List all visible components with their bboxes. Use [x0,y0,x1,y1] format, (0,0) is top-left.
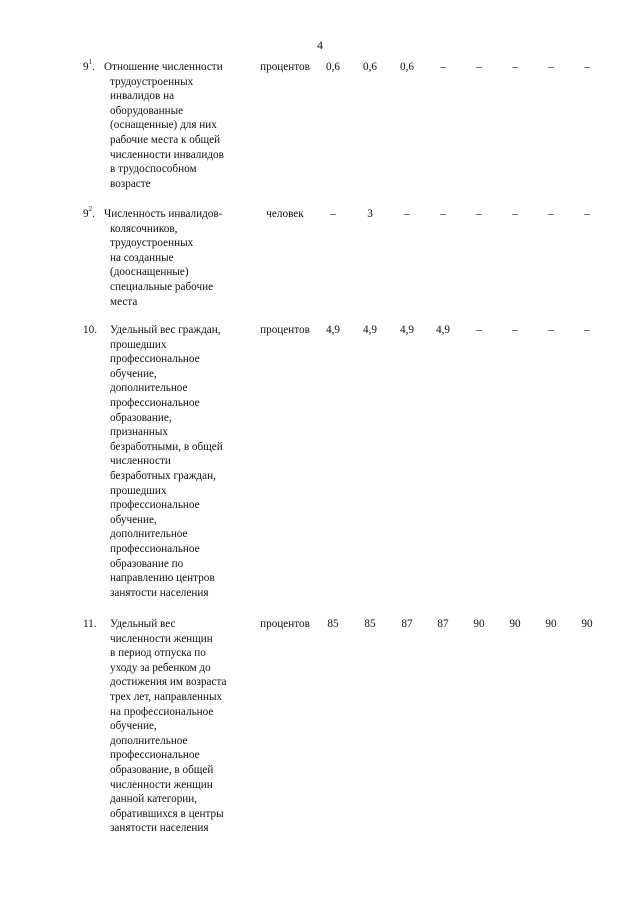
description-line: численности женщин [110,632,213,645]
row-number [83,617,97,632]
description-line: дополнительное [110,382,188,395]
description-line: возрасте [110,177,151,190]
value-cell: – [476,61,482,73]
row-number-main: 11. [83,618,97,630]
value-cell: – [548,324,554,336]
description-line: образование, в общей [110,763,214,776]
value-cell: 4,9 [326,324,340,336]
value-cell: 90 [581,618,593,630]
description-line: (дооснащенные) [110,266,189,279]
value-cell: – [440,208,446,220]
description-line: обучение, [110,720,157,733]
value-cell: 3 [367,208,373,220]
description-line: прошедших [110,338,167,351]
value-cell: – [548,208,554,220]
unit-of-measure: процентов [260,324,310,336]
value-cell: – [512,208,518,220]
description-line: трех лет, направленных [110,690,223,703]
description-line: дополнительное [110,734,188,747]
value-cell: – [404,208,410,220]
row-number-suffix: . [92,61,95,73]
description-line: численности инвалидов [110,148,224,161]
value-cell: – [330,208,336,220]
description-line: колясочников, [110,222,178,235]
value-cell: 0,6 [400,61,414,73]
description-line: безработных граждан, [110,469,216,482]
description-line: занятости населения [110,586,209,599]
description-line: Удельный вес граждан, [110,324,221,336]
row-number-superscript: 1 [88,58,93,67]
row-number-main: 9 [83,61,89,73]
value-cell: – [476,208,482,220]
indicator-description [110,617,260,836]
description-line: Численность инвалидов- [104,208,223,220]
value-cell: 85 [364,618,376,630]
value-cell: – [512,324,518,336]
value-cell: 90 [473,618,485,630]
row-number [83,207,95,222]
description-line: (оснащенные) для них [110,119,217,132]
description-line: Удельный вес [110,618,176,630]
description-line: профессиональное [110,396,200,409]
value-cell: 4,9 [363,324,377,336]
description-line: трудоустроенных [110,237,194,250]
description-line: Отношение численности [104,61,223,73]
unit-of-measure: процентов [260,618,310,630]
value-cell: – [584,208,590,220]
value-cell: 4,9 [436,324,450,336]
row-number [83,60,95,75]
row-number-suffix: . [92,208,95,220]
description-line: профессиональное [110,499,200,512]
description-line: образование по [110,557,184,570]
description-line: в трудоспособном [110,163,197,176]
description-line: численности женщин [110,778,213,791]
value-cell: – [584,324,590,336]
value-cell: – [548,61,554,73]
description-line: профессиональное [110,542,200,555]
value-cell: – [440,61,446,73]
indicator-description [104,207,260,309]
description-line: прошедших [110,484,167,497]
description-line: на профессиональное [110,705,214,718]
value-cell: 90 [545,618,557,630]
description-line: специальные рабочие [110,280,214,293]
value-cell: – [476,324,482,336]
unit-of-measure: процентов [260,61,310,73]
value-cell: – [584,61,590,73]
description-line: обучение, [110,513,157,526]
description-line: профессиональное [110,749,200,762]
value-cell: 87 [437,618,449,630]
description-line: оборудованные [110,104,184,117]
page-number: 4 [317,38,323,52]
description-line: на созданные [110,251,174,264]
description-line: трудоустроенных [110,75,194,88]
indicator-description [104,60,260,191]
description-line: численности [110,455,171,468]
value-cell: 90 [509,618,521,630]
description-line: уходу за ребенком до [110,661,211,674]
description-line: направлению центров [110,572,215,585]
row-number-main: 9 [83,208,89,220]
description-line: данной категории, [110,793,198,806]
value-cell: 0,6 [363,61,377,73]
description-line: дополнительное [110,528,188,541]
description-line: достижения им возраста [110,676,227,689]
description-line: безработными, в общей [110,440,223,453]
description-line: признанных [110,426,169,439]
description-line: образование, [110,411,172,424]
description-line: места [110,295,138,308]
row-number-superscript: 2 [88,205,93,214]
description-line: профессиональное [110,353,200,366]
value-cell: – [512,61,518,73]
row-number [83,323,97,338]
value-cell: 4,9 [400,324,414,336]
unit-of-measure: человек [266,208,304,220]
description-line: обучение, [110,367,157,380]
description-line: занятости населения [110,822,209,835]
description-line: в период отпуска по [110,647,206,660]
description-line: рабочие места к общей [110,133,221,146]
row-number-main: 10. [83,324,97,336]
indicator-description [110,323,260,600]
description-line: инвалидов на [110,90,175,103]
value-cell: 85 [327,618,339,630]
description-line: обратившихся в центры [110,807,224,820]
value-cell: 87 [401,618,413,630]
value-cell: 0,6 [326,61,340,73]
